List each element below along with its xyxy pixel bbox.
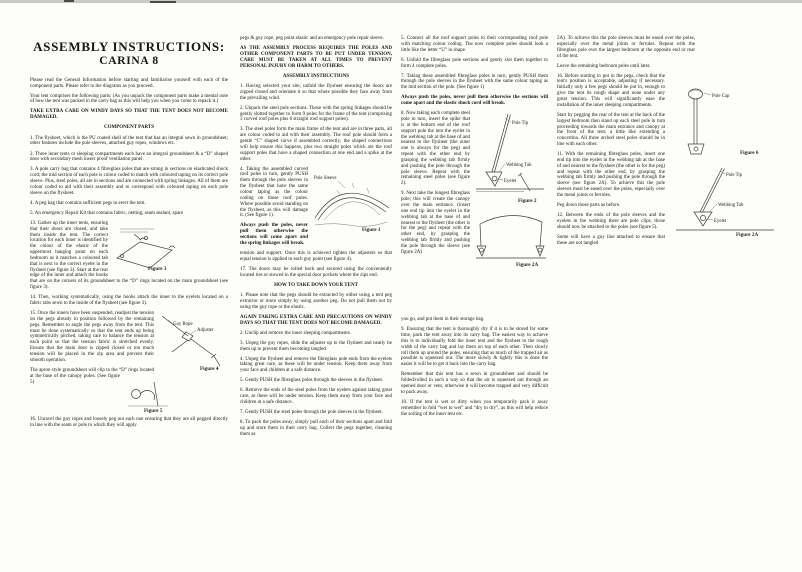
takedown-step: 1. Please note that the pegs should be extracted by either using a tent peg extractor or more simply by using another peg. Do not pull them out by using the guy rope or the elastic. (240, 293, 392, 310)
column-gap (401, 271, 548, 317)
scan-edge (0, 0, 802, 3)
takedown-step: 4. Unpeg the flysheet and remove the fibreglass pole ends from the eyelets taking great care, as these will be under tension. Keep them away from your face and children at a safe distance. (240, 356, 392, 374)
continuation-paragraph: 2A). To achieve this the pole sleeves must be eased over the poles, especially over the metal joints or ferrules. Repeat with the fibreglass pole over the largest bedroom at the opposite end or rear of the tent. (557, 36, 695, 59)
assembly-step: 9. Next take the longest fibreglass pole; this will create the canopy over the main entrance. (insert one end tip into the eyelet in the webbing tab at the base of and nearest to the flysheet (the other is for the peg) and repeat with the other end, by grasping the webbing tab firmly and pushing the pole through the sleeve (see figure 2A) (401, 191, 470, 255)
takedown-step: 7. Gently PUSH the steel poles through the pole sleeves in the flysheet. (240, 410, 383, 416)
component-item: 3. A pole carry bag that contains 4 fibreglass poles that are strung in sections on elasticated shock cord; the mid section of each pole is colour coded to match with coloured taping on its correct pole sleeve. Plus, steel poles, all are in sections and are connected with spring linkages. All of them are colour coded to aid with their assembly and to correspond with coloured taping on each pole sleeve on the flysheet. (30, 167, 228, 196)
pitching-step: 16. Unravel the guy ropes and loosely peg out each one ensuring that they are all pegged directly in line with the seam or pole to which they will apply (30, 417, 228, 428)
assembly-step: 4. Taking the assembled curved roof poles in turn, gently PUSH them through the pole sleeves in the flysheet that have the same colour taping as the colour coding on those roof poles. Where possible avoid standing on the flysheet, as this will damage it. (See figure 1). (240, 166, 308, 219)
takedown-step: 10. If the tent is wet or dirty when you temporarily pack it away remember to fold “wet to wet” and “dry to dry”, as this will help reduce the soiling of the inner tent etc. (401, 399, 548, 417)
page-subtitle: CARINA 8 (99, 55, 159, 68)
figure-2a-right-caption: Figure 2A (736, 232, 759, 238)
figure-2a-right (670, 164, 788, 238)
continuation-paragraph: pegs & guy rope, peg point elastic and an emergency pole repair sleeve. (240, 36, 384, 41)
takedown-step: 8. To pack the poles away, simply pull each of their sections apart and fold up and store them in their carry bag. Collect the pegs together, cleaning them as (240, 420, 392, 437)
pole-sleeve-label: Pole Sleeve (314, 175, 337, 181)
figure-3 (112, 222, 178, 272)
pitching-step: 13. Gather up the inner tents, ensuring that their doors are closed, and take them inside the tent. The correct location for each inner is identified by the colour of the elastic of the uppermost hanging point on each bedroom as it matches a coloured tab that is next to the correct eyelet in the flysheet (see figure 3). Start at the rear edge of the inner and attach the hooks that are on the corners of its groundsheet to the “D” rings located on the main groundsheet (see figure 3). (30, 220, 228, 291)
figure-5-caption: Figure 5 (144, 408, 163, 415)
takedown-step: 3. Unpeg the guy ropes, slide the adjuster up to the flysheet and neatly tie them up to prevent them becoming tangled. (240, 340, 392, 352)
assembly-note: Leave the remaining bedroom poles until later. (557, 63, 651, 69)
eyelet-label: Eyelet (714, 219, 727, 224)
webbing-tab-label: Webbing Tab (506, 163, 532, 169)
figure-1 (312, 168, 392, 234)
assembly-step: 2. Unpack the steel pole sections. Those with the spring linkages should be gently slotted together to form 9 poles for the frame of the tent (comprising 3 curved roof poles plus 6 straight roof support poles). (240, 105, 392, 123)
takedown-step: 5. Gently PUSH the fibreglass poles through the sleeves in the flysheet. (240, 378, 384, 384)
assembly-note: Start by pegging the rear of the tent at the back of the largest bedroom then stand up each steel pole in turn proceeding towards the main entrance and canopy at the front of the tent; a little like extending a concertina. All three arched steel poles should be in line with each other. (557, 112, 665, 148)
intro-paragraph: Your tent comprises the following parts: (As you unpack the component parts make a mental note of how the tent was packed in the carry bag as this will help you when you come to repack it.) (30, 93, 228, 105)
assembly-note: Some will have a guy line attached to ensure that these are not tangled (557, 234, 665, 246)
guy-rope-label: Guy Rope (173, 322, 193, 328)
adjuster-label: Adjuster (197, 328, 214, 334)
component-item: 4. A peg bag that contains sufficient pegs to erect the tent. (30, 200, 146, 206)
pole-tip-label: Pole Tip (726, 173, 743, 178)
column-1 (30, 36, 228, 433)
pole-cap-label: Pole Cap (712, 94, 730, 99)
pitching-step: 15. Once the inners have been suspended, readjust the tension on the pegs already in position followed by the remaining pegs. Remember to angle the pegs away from the tent. This must be done systematically so that the tent ends up being symmetrically pitched, taking care to balance the tension at each point so that the tension fabric is stretched evenly. Ensure that the main door is zipped closed or too much tension will be placed in the zip area and prevent their smooth operation. (30, 311, 154, 363)
continuation-paragraph: you go, and put them in their storage bag. (401, 317, 485, 323)
assembly-step: 12. Between the ends of the pole sleeves and the eyelets in the webbing there are pole clips, those should now be attached to the poles (see figure 5). (557, 213, 665, 230)
takedown-step: 6. Remove the ends of the steel poles from the eyelets against taking great care, as these will be under tension. Keep them away from your face and children at a safe distance. (240, 388, 392, 405)
webbing-tab-label: Webbing Tab (718, 203, 744, 208)
page-title: ASSEMBLY INSTRUCTIONS: (33, 39, 225, 54)
figure-6-caption: Figure 6 (740, 150, 759, 156)
packing-note: Remember that this tent has a sewn in groundsheet and should be folded/rolled in such a way so that the air is squeezed out through an opened door or vent, otherwise it will become trapped and very difficult to pack away. (401, 372, 548, 395)
assembly-step: 6. Unfold the fibreglass pole sections and gently slot them together to form 4 complete poles. (401, 57, 548, 69)
section-heading-assembly: ASSEMBLY INSTRUCTIONS (282, 73, 350, 79)
pitching-step: 17. The doors may be rolled back and secured using the conveniently located ties or stowed in the special door pockets where the zips end. (240, 266, 392, 278)
section-heading-take-down: HOW TO TAKE DOWN YOUR TENT (274, 282, 358, 288)
assembly-note: Peg down those parts as before. (557, 203, 621, 209)
apron-note: The apron style groundsheet will clip to the “D” rings located at the base of the canopy poles. (See figure 5) (30, 367, 154, 385)
figure-5 (124, 376, 172, 414)
assembly-step: 1. Having selected your site, unfold the flysheet ensuring the doors are zipped closed and orientate it so that where possible they face away from the prevailing wind. (240, 83, 392, 101)
warning-text: TAKE EXTRA CARE ON WINDY DAYS SO THAT THE TENT DOES NOT BECOME DAMAGED. (30, 109, 228, 121)
component-item: 5. An emergency Repair Kit that contains fabric, netting, seam sealant, spare (30, 210, 184, 216)
assembly-step: 10. Before starting to put in the pegs, check that the tent's position is acceptable, adjusting if necessary. Initially only a few pegs should be put in, enough to give the tent its rough shape and none under any great tension. This will significantly ease the installation of the inner sleeping compartments. (557, 73, 665, 108)
scan-artifact (64, 0, 74, 2)
assembly-step: 3. The steel poles form the main frame of the tent and are in three parts, all are colour coded to aid with their assembly. The roof pole should form a gentle “C” shaped curve if assembled correctly; the shaped connections will help ensure this happens, plus two straight poles which are the roof support poles that have a shaped connection at one end and a spike at the other. (240, 127, 392, 162)
intro-paragraph: Please read the General Information before starting and familiarise yourself with each of the component parts. Please refer to the diagrams as you proceed. (30, 77, 228, 89)
takedown-step: 9. Ensuring that the tent is thoroughly dry if it is to be stored for some time, pack the tent away into its carry bag. The easiest way to achieve this is to individually fold the inner tent and the flysheet to the rough width of the carry bag and lay them on top of each other. Then slowly roll them up around the poles, ensuring that as much of the trapped air as possible is squeezed out. The more slowly & tightly this is done the easier it will be to get it back into the carry bag. (401, 327, 548, 368)
continuation-paragraph: tension and support. Once this is achieved tighten the adjusters so that equal tension is applied to each guy point (see figure 4). (240, 250, 392, 262)
assembly-step: 7. Taking these assembled fibreglass poles in turn, gently PUSH them through the pole sleeves in the flysheet with the same colour taping as the mid section of the pole. (See figure 1) (401, 73, 548, 91)
caution-note: Always push the poles, never pull them otherwise the sections will come apart and the elastic shock cord will break. (401, 95, 548, 107)
figure-4-caption: Figure 4 (200, 366, 219, 373)
figure-2-caption: Figure 2 (518, 198, 537, 205)
assembly-step: 8. Now taking each complete steel pole in turn, insert the spike that is at the bottom end of the roof support pole the into the eyelet in the webbing tab at the base of and nearest to the flysheet (the outer one is always for the peg) and repeat with the other end by grasping the webbing tab firmly and pushing the pole through the pole sleeve. Repeat with the remaining steel poles (see figure 2). (401, 111, 470, 187)
warning-text: AS THE ASSEMBLY PROCESS REQUIRES THE POLES AND OTHER COMPONENT PARTS TO BE PUT UNDER TENSION, CARE MUST BE TAKEN AT ALL TIMES TO PREVENT PERSONAL INJURY OR HARM TO OTHERS. (240, 46, 392, 69)
figure-1-caption: Figure 1 (362, 226, 381, 233)
scan-artifact (150, 1, 176, 3)
figure-2a (474, 208, 548, 268)
column-2 (240, 36, 392, 442)
component-item: 1. The flysheet, which is the PU coated shell of the tent that has an integral sewn in groundsheet; other features include the pole sleeves, attached guy ropes, windows etc. (30, 135, 228, 147)
figure-2a-caption: Figure 2A (516, 262, 539, 269)
figure-3-caption: Figure 3 (148, 265, 167, 272)
assembly-step: 5. Connect all the roof support poles to their corresponding roof pole with matching colour coding. The now complete poles should look a little like the letter “U” in shape. (401, 36, 548, 53)
section-heading-component-parts: COMPONENT PARTS (103, 125, 155, 131)
figure-4 (158, 312, 228, 372)
assembly-step: 11. With the remaining fibreglass poles, insert one end tip into the eyelet in the webbing tab at the base of and nearest to the flysheet (the other is for the peg) and repeat with the other end, by grasping the webbing tab firmly and pushing the pole through the sleeve (see figure 2A). To achieve this the pole sleeves must be eased over the poles, especially over the metal joints or ferrules. (557, 152, 665, 198)
caution-note: Always push the poles, never pull them otherwise the sections will come apart and the spring linkages will break. (240, 223, 308, 246)
warning-text: AGAIN TAKING EXTRA CARE AND PRECAUTIONS ON WINDY DAYS SO THAT THE TENT DOES NOT BECOME DAMAGED. (240, 314, 392, 326)
takedown-step: 2. Unclip and remove the inner sleeping compartments. (240, 330, 351, 336)
component-item: 2. Three inner tents or sleeping compartments each have an integral groundsheet & a “D” shaped door with secondary mesh insect proof ventilation panel. (30, 151, 228, 163)
eyelet-label: Eyelet (504, 179, 517, 185)
pole-tip-label: Pole Tip (512, 121, 529, 127)
pitching-step: 14. Then, working systematically, using the hooks attach the inner to the eyelets located on a fabric tabs sewn to the inside of the flysheet (see figure 3). (30, 295, 228, 306)
column-3 (401, 36, 548, 422)
figure-2 (474, 112, 548, 204)
figure-6 (668, 82, 792, 160)
